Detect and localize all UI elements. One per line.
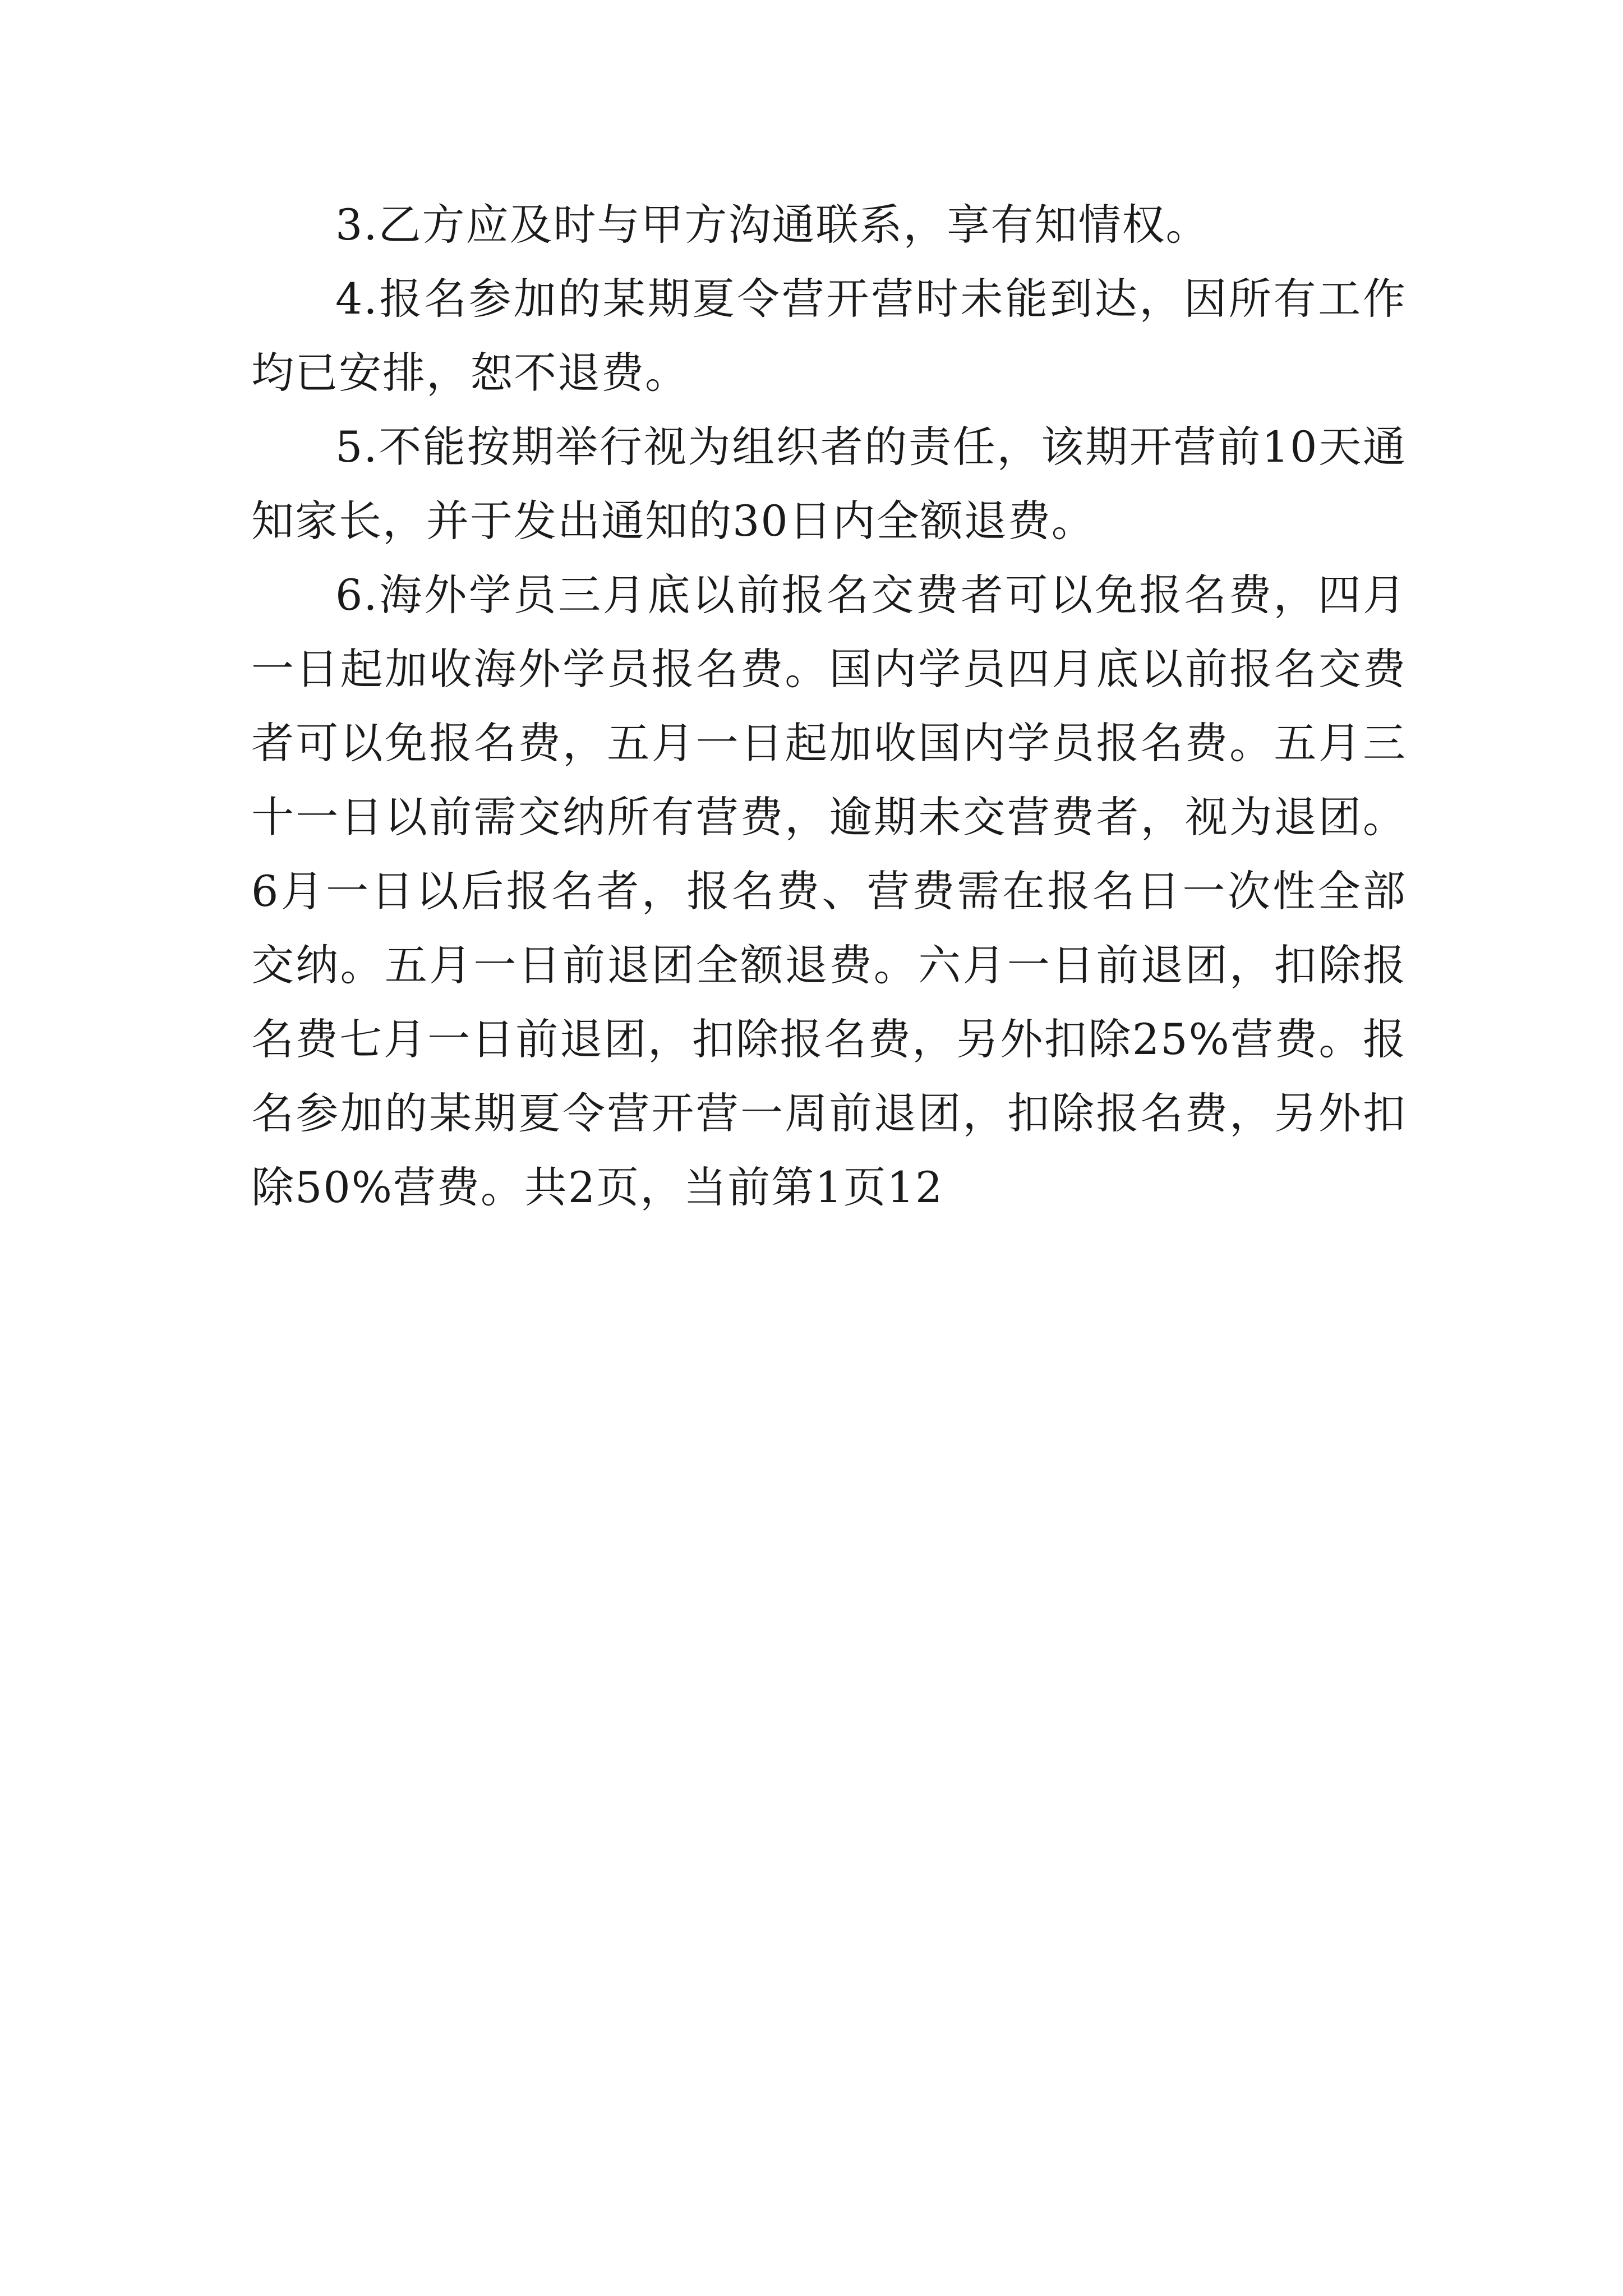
paragraph-clause-4: 4.报名参加的某期夏令营开营时未能到达，因所有工作均已安排，恕不退费。 [251, 274, 1407, 398]
paragraph-clause-6: 6.海外学员三月底以前报名交费者可以免报名费，四月一日起加收海外学员报名费。国内学员四月底以前报名交费者可以免报名费，五月一日起加收国内学员报名费。五月三十一日以前需交纳所有营费，逾期未交营费者，视为退团。6月一日以后报名者，报名费、营费需在报名日一次性全部交纳。五月一日前退团全额退费。六月一日前退团，扣除报名费七月一日前退团，扣除报名费，另外扣除25%营费。报名参加的某期夏令营开营一周前退团，扣除报名费，另外扣除50%营费。共2页，当前第1页12 [251, 570, 1407, 1212]
paragraph-clause-5: 5.不能按期举行视为组织者的责任，该期开营前10天通知家长，并于发出通知的30日内全额退费。 [251, 422, 1407, 546]
paragraph-clause-3: 3.乙方应及时与甲方沟通联系，享有知情权。 [335, 200, 1210, 250]
document-body [251, 188, 1407, 1225]
